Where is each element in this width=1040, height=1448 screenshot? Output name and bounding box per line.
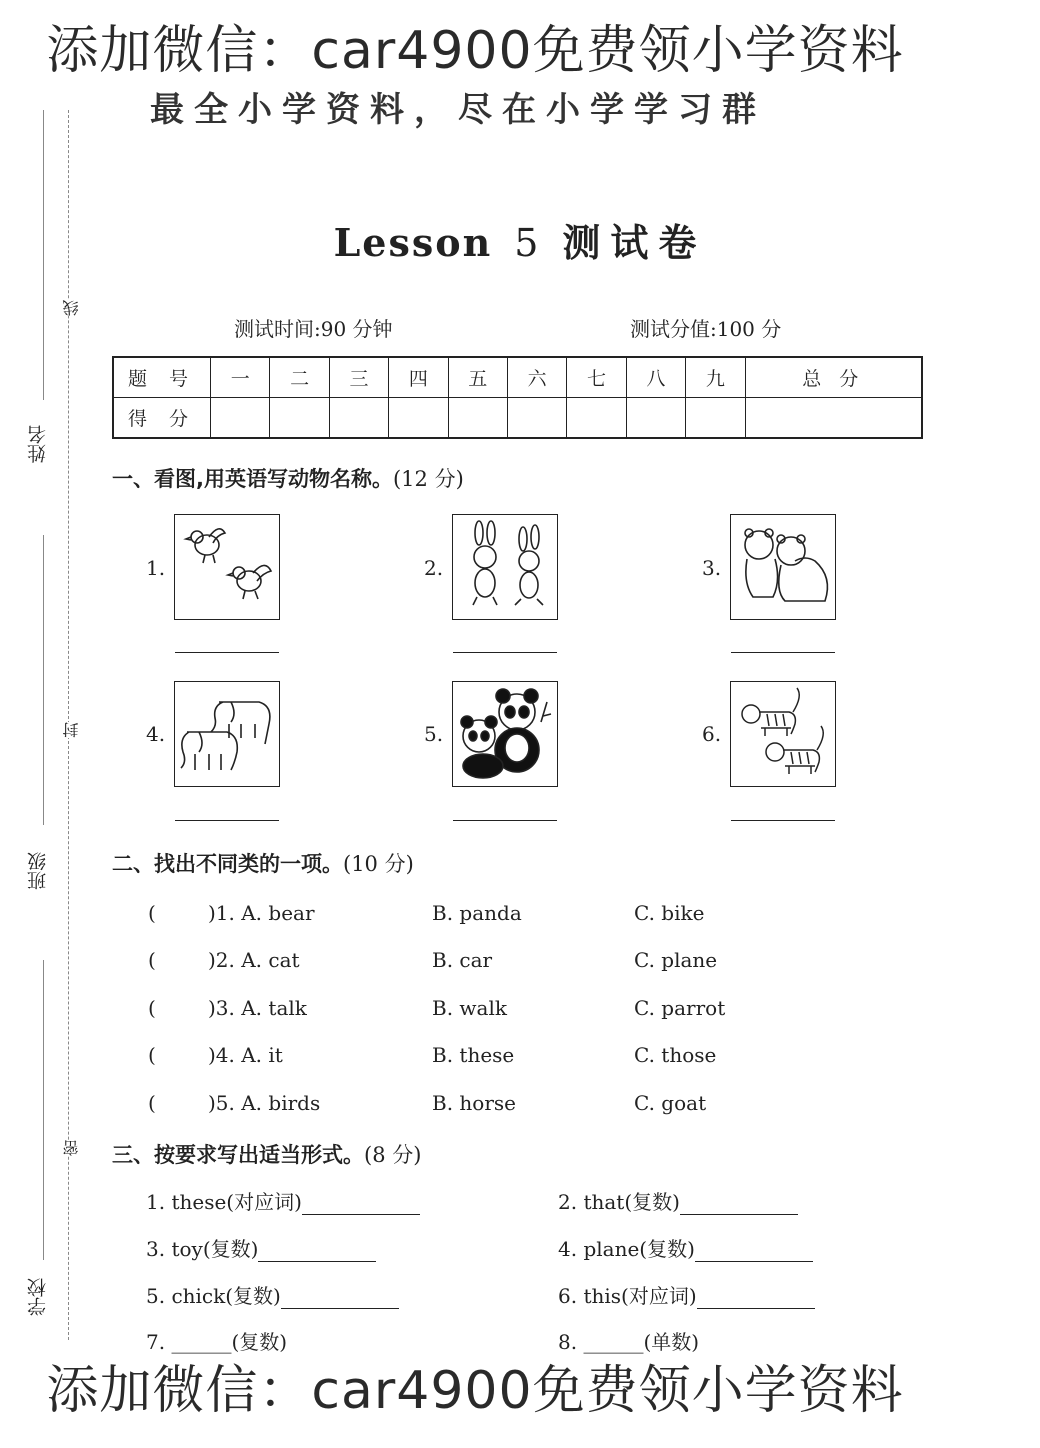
choice-c: C. parrot	[634, 996, 726, 1020]
section-1-heading: 一、看图,用英语写动物名称。(12 分)	[112, 467, 464, 491]
score-table-header-row	[113, 357, 922, 398]
item-number: 2.	[424, 556, 444, 580]
choice-paren[interactable]: (	[148, 901, 156, 925]
answer-blank[interactable]	[302, 1196, 420, 1215]
item-number: 3.	[702, 556, 722, 580]
section-2-heading: 二、找出不同类的一项。(10 分)	[112, 852, 414, 876]
binding-solid-line	[43, 535, 44, 825]
header-cell: 七	[567, 357, 626, 398]
choice-question: )2. A. cat	[208, 948, 300, 972]
choice-paren[interactable]: (	[148, 1043, 156, 1067]
choice-b: B. panda	[432, 901, 522, 925]
binding-solid-line	[43, 960, 44, 1260]
form-item: 4. plane(复数)	[558, 1233, 813, 1262]
header-cell: 三	[329, 357, 388, 398]
header-cell: 九	[686, 357, 745, 398]
score-table-score-row	[113, 398, 922, 439]
header-cell: 六	[507, 357, 566, 398]
score-cell[interactable]	[507, 398, 566, 439]
score-cell[interactable]	[626, 398, 685, 439]
header-cell: 题 号	[113, 357, 211, 398]
form-item: 6. this(对应词)	[558, 1280, 815, 1309]
choice-c: C. bike	[634, 901, 705, 925]
elephants-picture	[174, 681, 280, 787]
choice-question: )1. A. bear	[208, 901, 315, 925]
bears-picture	[730, 514, 836, 620]
score-table	[112, 356, 923, 439]
choice-paren[interactable]: (	[148, 948, 156, 972]
score-cell[interactable]	[270, 398, 329, 439]
title-number: 5	[514, 221, 541, 265]
cutoff-text-line: 最全小学资料，尽在小学学习群	[150, 90, 766, 130]
score-cell[interactable]	[329, 398, 388, 439]
score-row-label: 得 分	[113, 398, 211, 439]
form-item: 5. chick(复数)	[146, 1280, 399, 1309]
score-cell[interactable]	[448, 398, 507, 439]
item-number: 5.	[424, 722, 444, 746]
choice-c: C. those	[634, 1043, 717, 1067]
item-number: 1.	[146, 556, 166, 580]
answer-blank[interactable]	[695, 1243, 813, 1262]
top-watermark-banner: 添加微信：car4900免费领小学资料	[46, 21, 904, 81]
header-cell: 八	[626, 357, 685, 398]
page-title	[0, 212, 1040, 267]
secret-mark: 密	[62, 1140, 81, 1156]
header-cell: 一	[211, 357, 270, 398]
score-cell[interactable]	[389, 398, 448, 439]
score-cell[interactable]	[745, 398, 922, 439]
answer-line[interactable]	[175, 820, 279, 821]
bottom-watermark-banner: 添加微信：car4900免费领小学资料	[46, 1361, 904, 1421]
choice-paren[interactable]: (	[148, 1091, 156, 1115]
tigers-picture	[730, 681, 836, 787]
choice-question: )3. A. talk	[208, 996, 307, 1020]
name-label: 姓名	[27, 425, 49, 463]
test-time: 测试时间:90 分钟	[234, 317, 393, 341]
score-cell[interactable]	[686, 398, 745, 439]
item-number: 6.	[702, 722, 722, 746]
form-item: 1. these(对应词)	[146, 1186, 420, 1215]
answer-blank[interactable]	[697, 1290, 815, 1309]
pandas-picture	[452, 681, 558, 787]
line-mark: 线	[62, 300, 81, 316]
answer-line[interactable]	[453, 652, 557, 653]
header-cell: 总 分	[745, 357, 922, 398]
choice-c: C. plane	[634, 948, 718, 972]
header-cell: 五	[448, 357, 507, 398]
choice-b: B. horse	[432, 1091, 516, 1115]
form-item: 2. that(复数)	[558, 1186, 798, 1215]
choice-b: B. these	[432, 1043, 515, 1067]
item-number: 4.	[146, 722, 166, 746]
answer-blank[interactable]	[680, 1196, 798, 1215]
cut-item: 8. ______(单数)	[558, 1330, 700, 1354]
form-item: 3. toy(复数)	[146, 1233, 376, 1262]
rabbits-picture	[452, 514, 558, 620]
choice-question: )4. A. it	[208, 1043, 283, 1067]
answer-line[interactable]	[453, 820, 557, 821]
section-3-heading: 三、按要求写出适当形式。(8 分)	[112, 1143, 422, 1167]
choice-question: )5. A. birds	[208, 1091, 321, 1115]
choice-paren[interactable]: (	[148, 996, 156, 1020]
choice-c: C. goat	[634, 1091, 707, 1115]
cut-item: 7. ______(复数)	[146, 1330, 288, 1354]
choice-b: B. car	[432, 948, 493, 972]
test-score: 测试分值:100 分	[630, 317, 782, 341]
header-cell: 二	[270, 357, 329, 398]
score-cell[interactable]	[211, 398, 270, 439]
answer-line[interactable]	[731, 820, 835, 821]
answer-blank[interactable]	[281, 1290, 399, 1309]
title-lesson: Lesson	[333, 220, 493, 265]
answer-blank[interactable]	[258, 1243, 376, 1262]
title-cn: 测试卷	[562, 220, 707, 265]
class-label: 班级	[27, 852, 49, 890]
header-cell: 四	[389, 357, 448, 398]
seal-mark: 封	[62, 722, 81, 738]
school-label: 学校	[27, 1278, 49, 1316]
cut-off-row	[146, 1326, 846, 1354]
score-cell[interactable]	[567, 398, 626, 439]
birds-picture	[174, 514, 280, 620]
answer-line[interactable]	[731, 652, 835, 653]
answer-line[interactable]	[175, 652, 279, 653]
choice-b: B. walk	[432, 996, 507, 1020]
